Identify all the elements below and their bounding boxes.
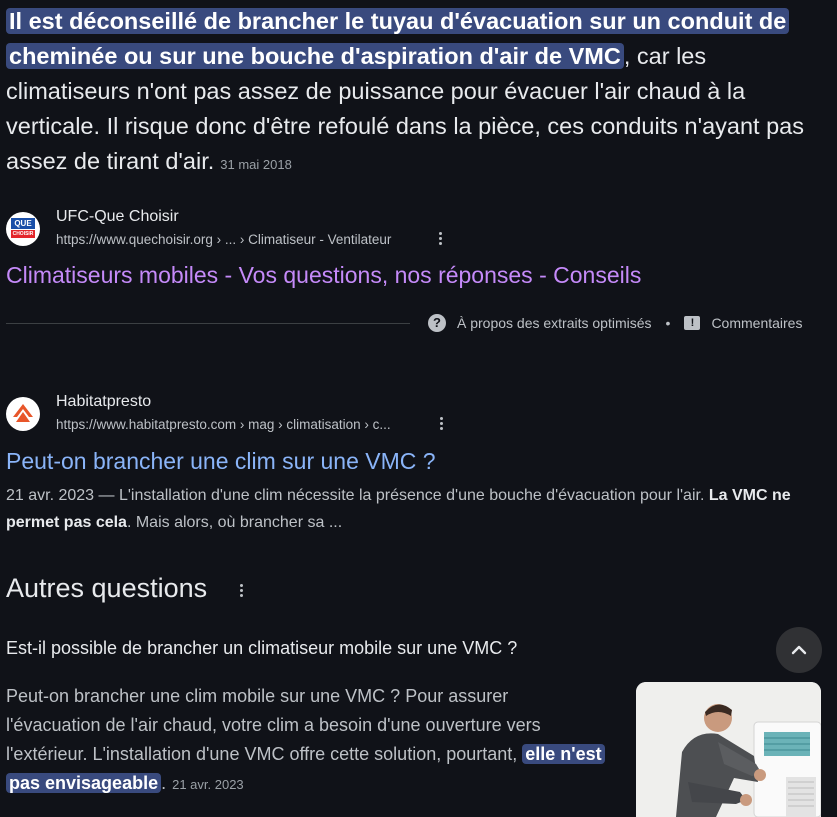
snippet-date: 31 mai 2018 (220, 157, 292, 172)
result-date: 21 avr. 2023 (6, 487, 95, 504)
chevron-up-icon (790, 642, 808, 658)
result-description: 21 avr. 2023 — L'installation d'une clim nécessite la présence d'une bouche d'évacuation pour l'air. La VMC ne permet pas cela. Mais alors, où brancher sa ... (6, 487, 791, 531)
divider (6, 323, 410, 324)
related-question[interactable]: Est-il possible de brancher un climatiseur mobile sur une VMC ? (6, 638, 518, 658)
about-snippets-link[interactable]: À propos des extraits optimisés (457, 315, 652, 331)
more-vert-icon[interactable] (434, 230, 446, 250)
result-title-link[interactable]: Peut-on brancher une clim sur une VMC ? (6, 448, 436, 474)
feedback-icon: ! (684, 316, 700, 330)
question-circle-icon: ? (428, 314, 446, 332)
answer-date: 21 avr. 2023 (172, 777, 244, 792)
habitatpresto-favicon (6, 397, 40, 431)
answer-highlight: elle n'est pas envisageable (6, 744, 605, 793)
section-title: Autres questions (6, 573, 208, 603)
snippet-text: , car les climatiseurs n'ont pas assez de puissance pour évacuer l'air chaud à la verticale. Il risque donc d'être refoulé dans la pièce, ces conduits n'ayant pas assez de tirant d'air. (6, 43, 804, 174)
site-url: https://www.habitatpresto.com › mag › climatisation › c... (56, 417, 391, 432)
related-answer: Peut-on brancher une clim mobile sur une VMC ? Pour assurer l'évacuation de l'air chaud, votre clim a besoin d'une ouverture vers l'extérieur. L'installation d'une VMC offre cette solution, pourtant, elle n'est pas envisageable . 21 avr. 2023 (6, 682, 606, 799)
more-vert-icon[interactable] (235, 582, 247, 602)
featured-snippet (6, 4, 828, 182)
result-title-link[interactable]: Climatiseurs mobiles - Vos questions, nos réponses - Conseils (6, 262, 642, 288)
answer-thumbnail-image[interactable] (636, 682, 821, 817)
source-habitatpresto[interactable] (6, 393, 506, 433)
more-vert-icon[interactable] (435, 415, 447, 435)
snippet-feedback-row (428, 314, 802, 332)
scroll-top-button[interactable] (776, 627, 822, 673)
comments-link[interactable]: Commentaires (711, 315, 803, 331)
quechoisir-favicon: QUE CHOISIR (6, 212, 40, 246)
site-name: Habitatpresto (56, 393, 152, 410)
snippet-highlight: Il est déconseillé de brancher le tuyau d'évacuation sur un conduit de cheminée ou sur une bouche d'aspiration d'air de VMC (6, 8, 789, 69)
separator-bullet: • (665, 315, 671, 331)
source-quechoisir[interactable] (6, 208, 506, 248)
site-url: https://www.quechoisir.org › ... › Climatiseur - Ventilateur (56, 232, 392, 247)
desc-bold: La VMC ne permet pas cela (6, 487, 791, 531)
site-name: UFC-Que Choisir (56, 208, 179, 225)
